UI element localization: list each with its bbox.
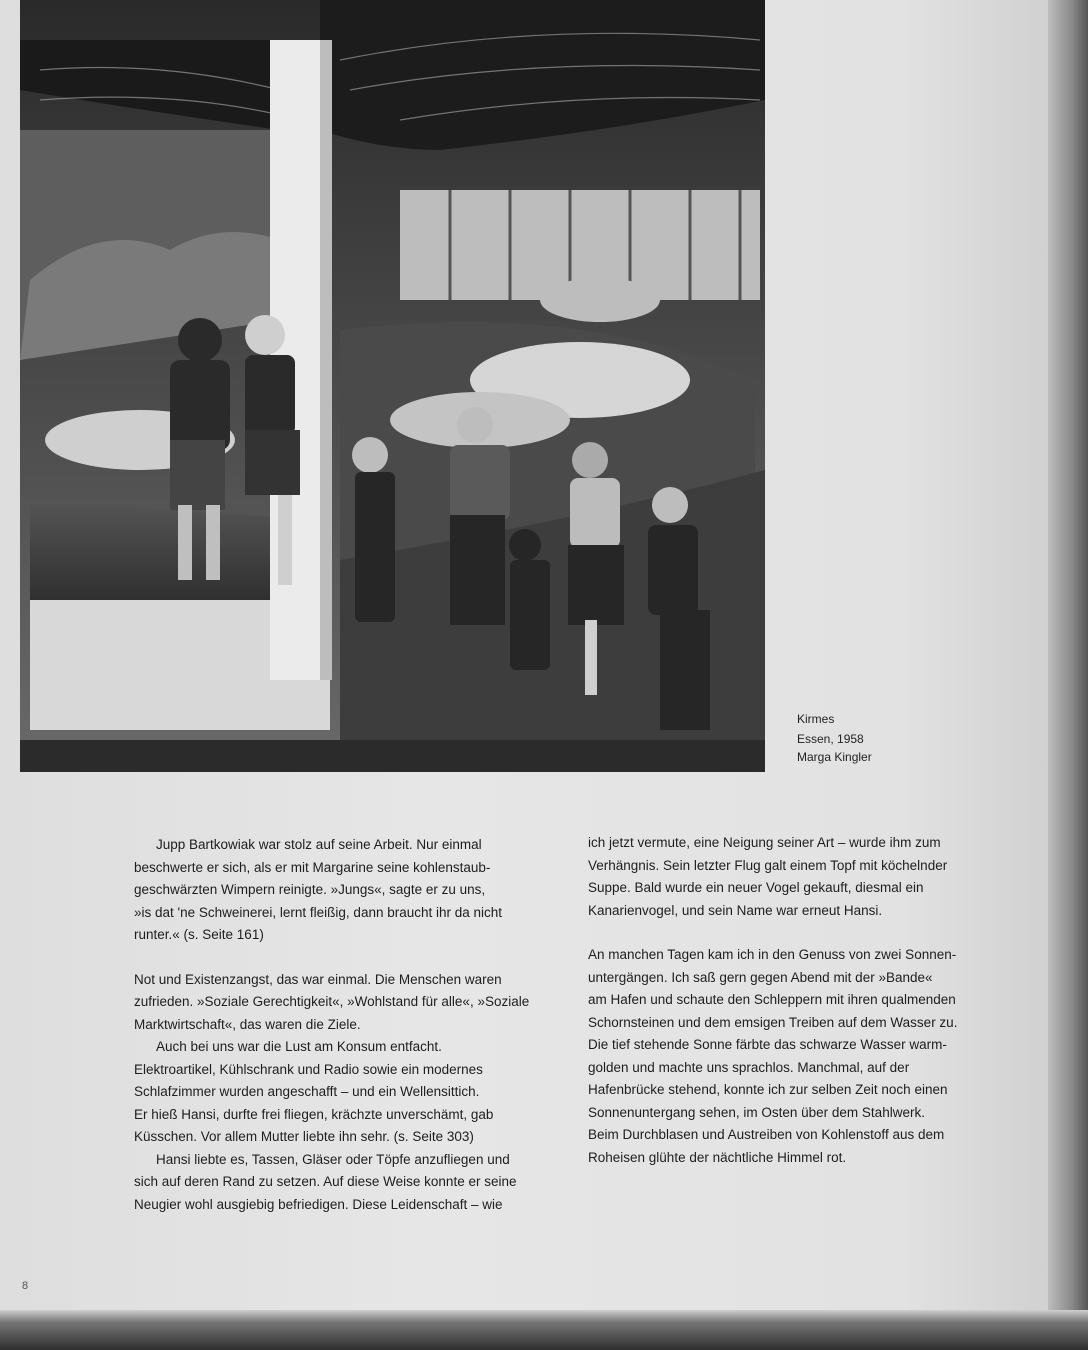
- caption-title: Kirmes: [797, 712, 835, 726]
- kirmes-photograph: [20, 0, 765, 772]
- text-line: Marktwirtschaft«, das waren die Ziele.: [134, 1016, 361, 1032]
- text-line: »is dat 'ne Schweinerei, lernt fleißig, dann braucht ihr da nicht: [134, 904, 503, 920]
- caption-place-year: Essen, 1958: [797, 732, 864, 746]
- text-line: geschwärzten Wimpern reinigte. »Jungs«, sagte er zu uns,: [134, 882, 486, 897]
- text-line: untergängen. Ich saß gern gegen Abend mit der »Bande«: [588, 969, 933, 985]
- text-line: am Hafen und schaute den Schleppern mit ihren qualmenden: [588, 992, 956, 1007]
- text-line: Hafenbrücke stehend, konnte ich zur selben Zeit noch einen: [588, 1082, 948, 1097]
- text-line: Küsschen. Vor allem Mutter liebte ihn sehr. (s. Seite 303): [134, 1129, 474, 1144]
- text-line: Suppe. Bald wurde ein neuer Vogel gekauft, diesmal ein: [588, 880, 924, 895]
- page-edge-shadow: [1048, 0, 1088, 1330]
- text-line: An manchen Tagen kam ich in den Genuss von zwei Sonnen-: [588, 947, 957, 962]
- text-line: Verhängnis. Sein letzter Flug galt einem Topf mit köchelnder: [588, 857, 948, 873]
- text-line: Roheisen glühte der nächtliche Himmel rot.: [588, 1149, 847, 1165]
- paragraph: [588, 832, 1008, 922]
- text-line: runter.« (s. Seite 161): [134, 927, 264, 942]
- caption-photographer: Marga Kingler: [797, 750, 872, 764]
- text-line: Kanarienvogel, und sein Name war erneut Hansi.: [588, 902, 883, 918]
- paragraph: [134, 1036, 534, 1149]
- left-text-column: [134, 834, 534, 1216]
- text-line: Hansi liebte es, Tassen, Gläser oder Töpfe anzufliegen und: [156, 1151, 510, 1167]
- text-line: golden und machte uns sprachlos. Manchmal, auf der: [588, 1059, 910, 1075]
- text-line: Beim Durchblasen und Austreiben von Kohlenstoff aus dem: [588, 1127, 945, 1142]
- page-number: 8: [22, 1280, 29, 1292]
- text-line: Jupp Bartkowiak war stolz auf seine Arbeit. Nur einmal: [156, 837, 482, 852]
- photo-caption: [797, 710, 872, 766]
- text-line: zufrieden. »Soziale Gerechtigkeit«, »Wohlstand für alle«, »Soziale: [134, 994, 530, 1009]
- text-line: Neugier wohl ausgiebig befriedigen. Diese Leidenschaft – wie: [134, 1196, 503, 1212]
- text-line: Sonnenuntergang sehen, im Osten über dem Stahlwerk.: [588, 1104, 925, 1120]
- right-text-column: [588, 832, 1008, 1169]
- paragraph: [134, 834, 534, 947]
- text-line: Schornsteinen und dem emsigen Treiben auf dem Wasser zu.: [588, 1014, 958, 1030]
- paragraph: [134, 969, 534, 1037]
- text-line: Er hieß Hansi, durfte frei fliegen, krächzte unverschämt, gab: [134, 1106, 494, 1122]
- text-line: Auch bei uns war die Lust am Konsum entfacht.: [156, 1039, 442, 1054]
- text-line: sich auf deren Rand zu setzen. Auf diese Weise konnte er seine: [134, 1174, 517, 1189]
- text-line: ich jetzt vermute, eine Neigung seiner Art – wurde ihm zum: [588, 835, 941, 850]
- paragraph: [134, 1149, 534, 1217]
- table-surface: [0, 1310, 1088, 1350]
- text-line: Not und Existenzangst, das war einmal. Die Menschen waren: [134, 971, 502, 987]
- photo-illustration: [20, 0, 765, 772]
- text-line: Schlafzimmer wurden angeschafft – und ein Wellensittich.: [134, 1084, 480, 1099]
- paragraph: [588, 944, 1008, 1169]
- text-line: Die tief stehende Sonne färbte das schwarze Wasser warm-: [588, 1037, 947, 1052]
- text-line: beschwerte er sich, als er mit Margarine seine kohlenstaub-: [134, 859, 491, 875]
- text-line: Elektroartikel, Kühlschrank und Radio sowie ein modernes: [134, 1061, 483, 1077]
